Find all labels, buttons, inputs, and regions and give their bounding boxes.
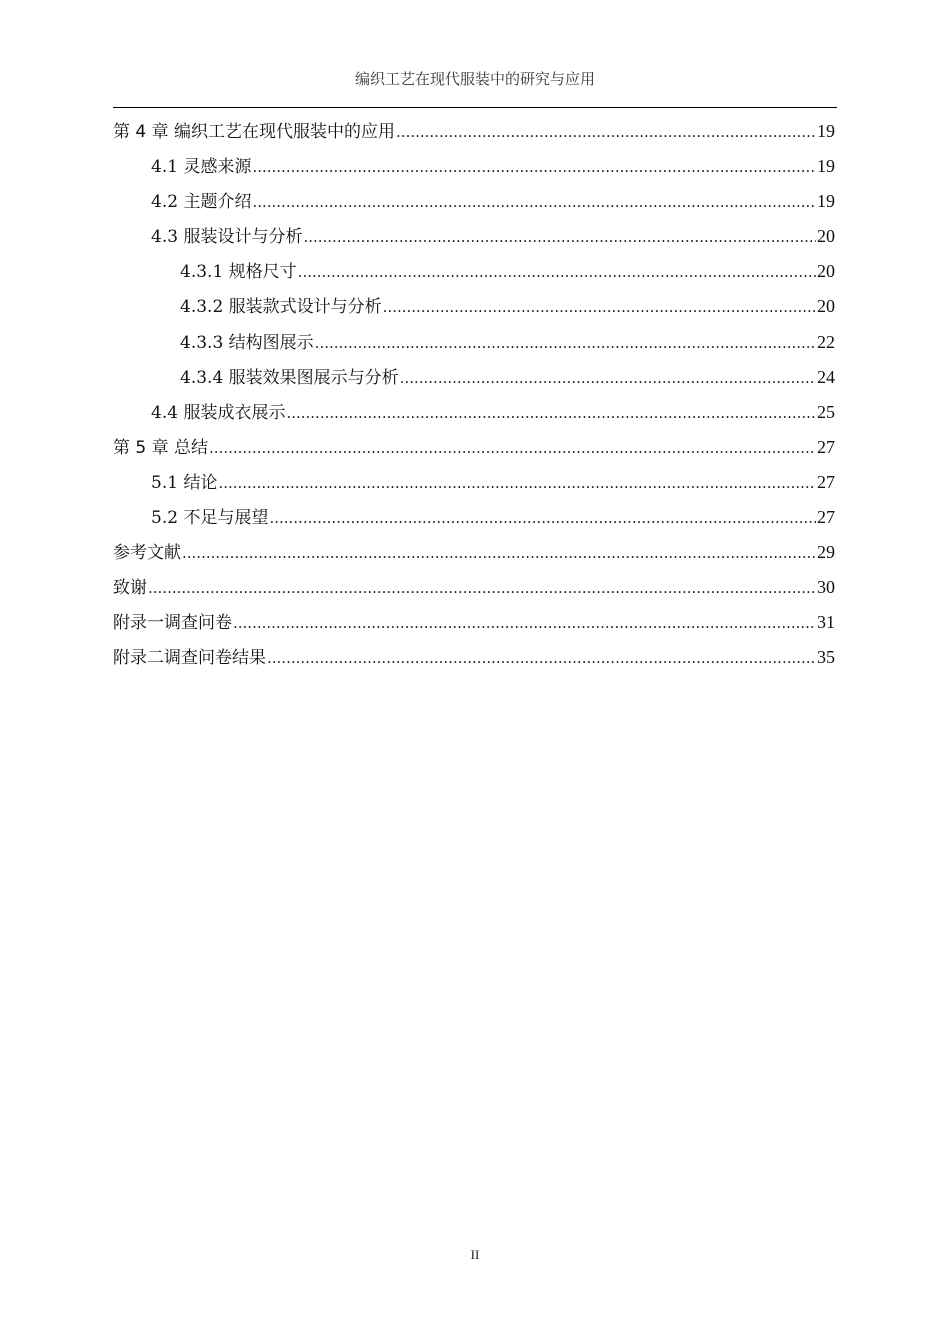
toc-leader-dots xyxy=(286,396,816,431)
toc-leader-dots xyxy=(269,501,816,536)
toc-entry-appendix-1[interactable] xyxy=(113,605,835,640)
toc-leader-dots xyxy=(267,641,816,676)
toc-entry-page: 20 xyxy=(817,226,835,247)
table-of-contents xyxy=(113,114,835,676)
toc-entry-title: 致谢 xyxy=(113,578,147,599)
toc-entry-4-1[interactable] xyxy=(113,149,835,184)
toc-entry-page: 29 xyxy=(817,542,835,563)
toc-entry-4-3-1[interactable] xyxy=(113,254,835,289)
toc-entry-page: 31 xyxy=(817,612,835,633)
toc-leader-dots xyxy=(396,115,816,150)
toc-entry-title: 第 4 章 编织工艺在现代服装中的应用 xyxy=(113,122,396,142)
toc-leader-dots xyxy=(383,290,816,325)
toc-entry-appendix-2[interactable] xyxy=(113,640,835,675)
toc-entry-5-1[interactable] xyxy=(113,465,835,500)
toc-entry-title: 4.1 灵感来源 xyxy=(151,157,252,178)
toc-leader-dots xyxy=(218,466,816,501)
toc-entry-acknowledgements[interactable] xyxy=(113,570,835,605)
toc-leader-dots xyxy=(148,571,816,606)
toc-entry-title: 4.4 服装成衣展示 xyxy=(151,402,286,423)
toc-entry-title: 参考文献 xyxy=(113,543,181,564)
toc-entry-4-4[interactable] xyxy=(113,395,835,430)
toc-entry-5-2[interactable] xyxy=(113,500,835,535)
toc-entry-title: 附录一调查问卷 xyxy=(113,613,232,634)
toc-leader-dots xyxy=(182,536,816,571)
toc-entry-title: 4.3.3 结构图展示 xyxy=(180,332,314,353)
toc-entry-4-3[interactable] xyxy=(113,219,835,254)
toc-entry-title: 附录二调查问卷结果 xyxy=(113,648,266,669)
toc-entry-title: 4.2 主题介绍 xyxy=(151,192,252,213)
toc-entry-page: 27 xyxy=(817,436,835,457)
toc-entry-title: 4.3.1 规格尺寸 xyxy=(180,262,297,283)
toc-leader-dots xyxy=(400,361,816,396)
header-divider xyxy=(113,107,837,108)
page-number: II xyxy=(470,1247,480,1262)
toc-entry-page: 27 xyxy=(817,507,835,528)
toc-leader-dots xyxy=(252,185,816,220)
toc-entry-title: 4.3.2 服装款式设计与分析 xyxy=(180,297,382,318)
toc-entry-title: 4.3.4 服装效果图展示与分析 xyxy=(180,367,399,388)
toc-entry-page: 19 xyxy=(817,156,835,177)
toc-entry-page: 24 xyxy=(817,366,835,387)
toc-entry-references[interactable] xyxy=(113,535,835,570)
toc-entry-title: 5.1 结论 xyxy=(151,472,218,493)
toc-entry-page: 20 xyxy=(817,261,835,282)
toc-leader-dots xyxy=(303,220,816,255)
toc-entry-4-2[interactable] xyxy=(113,184,835,219)
toc-entry-title: 4.3 服装设计与分析 xyxy=(151,227,303,248)
toc-entry-page: 25 xyxy=(817,401,835,422)
toc-leader-dots xyxy=(209,431,816,466)
toc-entry-page: 19 xyxy=(817,191,835,212)
toc-entry-4-3-3[interactable] xyxy=(113,325,835,360)
toc-entry-page: 22 xyxy=(817,331,835,352)
toc-leader-dots xyxy=(252,150,816,185)
toc-entry-page: 19 xyxy=(817,121,835,141)
toc-entry-chapter-4[interactable] xyxy=(113,114,835,149)
running-header-title: 编织工艺在现代服装中的研究与应用 xyxy=(354,70,595,88)
toc-entry-page: 30 xyxy=(817,577,835,598)
toc-entry-4-3-2[interactable] xyxy=(113,289,835,324)
toc-entry-page: 20 xyxy=(817,296,835,317)
toc-entry-title: 5.2 不足与展望 xyxy=(151,508,269,529)
toc-entry-4-3-4[interactable] xyxy=(113,360,835,395)
toc-leader-dots xyxy=(233,606,816,641)
toc-leader-dots xyxy=(315,326,816,361)
toc-leader-dots xyxy=(298,255,816,290)
toc-entry-chapter-5[interactable] xyxy=(113,430,835,465)
toc-entry-title: 第 5 章 总结 xyxy=(113,437,209,458)
toc-entry-page: 27 xyxy=(817,471,835,492)
toc-entry-page: 35 xyxy=(817,647,835,668)
